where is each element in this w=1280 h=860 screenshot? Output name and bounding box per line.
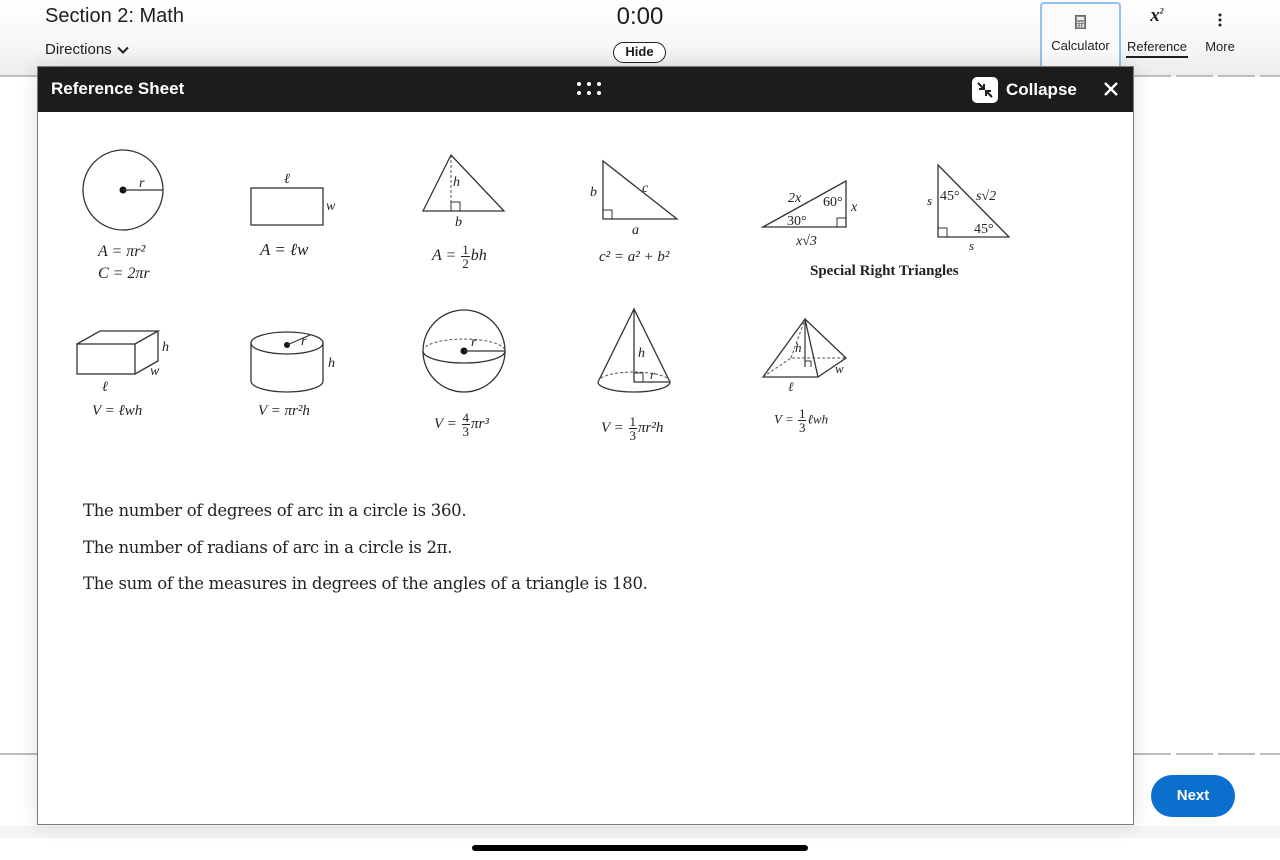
top-bar <box>0 0 1280 76</box>
rectangle-figure <box>250 169 350 234</box>
rectangular-prism-figure <box>76 329 186 404</box>
circle-circumference-formula: C = 2πr <box>98 265 150 282</box>
svg-text:30°: 30° <box>787 214 807 229</box>
collapse-label: Collapse <box>1006 80 1077 99</box>
svg-text:45°: 45° <box>974 222 994 237</box>
svg-text:h: h <box>162 340 169 355</box>
cylinder-figure <box>250 331 360 406</box>
vertical-dots-icon <box>1218 13 1222 27</box>
home-indicator <box>472 845 808 851</box>
bottom-bar <box>0 826 1280 838</box>
svg-text:60°: 60° <box>823 195 843 210</box>
circle-area-formula: A = πr² <box>98 243 146 260</box>
svg-text:2x: 2x <box>788 191 802 206</box>
cone-figure <box>596 307 676 402</box>
rectangle-w-label: w <box>326 199 336 214</box>
reference-label: Reference <box>1126 39 1188 58</box>
panel-title: Reference Sheet <box>51 79 185 98</box>
svg-text:w: w <box>150 364 160 379</box>
chevron-down-icon <box>116 43 130 57</box>
svg-text:h: h <box>328 356 335 371</box>
svg-text:r: r <box>301 334 307 349</box>
svg-text:s: s <box>927 193 933 208</box>
right-triangle-a-label: a <box>632 223 639 238</box>
right-triangle-b-label: b <box>590 185 597 200</box>
calculator-icon <box>1075 15 1086 29</box>
prism-volume-formula: V = ℓwh <box>92 403 143 419</box>
fact-degrees-in-circle: The number of degrees of arc in a circle is 360. <box>83 501 467 520</box>
sphere-figure <box>422 309 512 404</box>
svg-text:r: r <box>471 335 477 350</box>
rectangle-l-label: ℓ <box>284 172 290 187</box>
circle-r-label: r <box>139 176 145 191</box>
svg-text:45°: 45° <box>940 189 960 204</box>
triangle-area-formula: A = $\frac{1}{2}$ bh <box>432 242 487 271</box>
directions-toggle[interactable] <box>45 41 130 58</box>
collapse-icon <box>972 77 998 103</box>
cylinder-volume-formula: V = πr²h <box>258 403 310 419</box>
circle-figure <box>82 149 166 238</box>
more-button[interactable] <box>1200 2 1240 54</box>
svg-text:s: s <box>969 238 975 253</box>
more-label: More <box>1205 39 1235 54</box>
x-squared-icon: $x^2$ <box>1150 5 1164 26</box>
directions-label: Directions <box>45 41 112 58</box>
pythagorean-formula: c² = a² + b² <box>599 249 670 265</box>
svg-text:w: w <box>835 361 844 376</box>
section-title: Section 2: Math <box>45 5 184 27</box>
svg-text:x: x <box>851 200 858 215</box>
drag-handle-icon[interactable] <box>577 80 601 98</box>
svg-text:ℓ: ℓ <box>788 379 794 394</box>
svg-text:x√3: x√3 <box>796 234 817 249</box>
triangle-30-60-90-figure <box>762 179 872 254</box>
right-triangle-figure <box>588 159 688 244</box>
hide-timer-button[interactable]: Hide <box>613 42 666 63</box>
calculator-button[interactable] <box>1040 2 1121 66</box>
close-icon[interactable] <box>1100 78 1122 100</box>
reference-sheet-panel <box>37 66 1134 825</box>
panel-header <box>38 67 1133 112</box>
svg-text:h: h <box>638 346 645 361</box>
sphere-volume-formula: V = $\frac{4}{3}$ πr³ <box>434 410 489 439</box>
next-button[interactable]: Next <box>1151 775 1235 817</box>
timer: 0:00 <box>616 3 664 30</box>
svg-text:s√2: s√2 <box>976 189 997 204</box>
fact-triangle-angle-sum: The sum of the measures in degrees of the angles of a triangle is 180. <box>83 574 648 593</box>
right-triangle-c-label: c <box>642 181 649 196</box>
triangle-figure <box>422 153 512 238</box>
collapse-button[interactable] <box>972 76 1077 104</box>
special-right-triangles-caption: Special Right Triangles <box>810 263 959 279</box>
cone-volume-formula: V = $\frac{1}{3}$ πr²h <box>601 414 664 443</box>
svg-text:h: h <box>795 340 802 355</box>
triangle-b-label: b <box>455 215 462 230</box>
svg-text:ℓ: ℓ <box>102 380 108 395</box>
pyramid-figure <box>762 317 862 402</box>
calculator-label: Calculator <box>1051 38 1110 53</box>
pyramid-volume-formula: V = $\frac{1}{3}$ ℓwh <box>774 406 829 435</box>
triangle-45-45-90-figure <box>926 163 1016 258</box>
triangle-h-label: h <box>453 175 460 190</box>
fact-radians-in-circle: The number of radians of arc in a circle is 2π. <box>83 538 453 557</box>
rectangle-area-formula: A = ℓw <box>260 240 309 259</box>
svg-text:r: r <box>650 367 656 382</box>
reference-button[interactable] <box>1126 2 1188 58</box>
